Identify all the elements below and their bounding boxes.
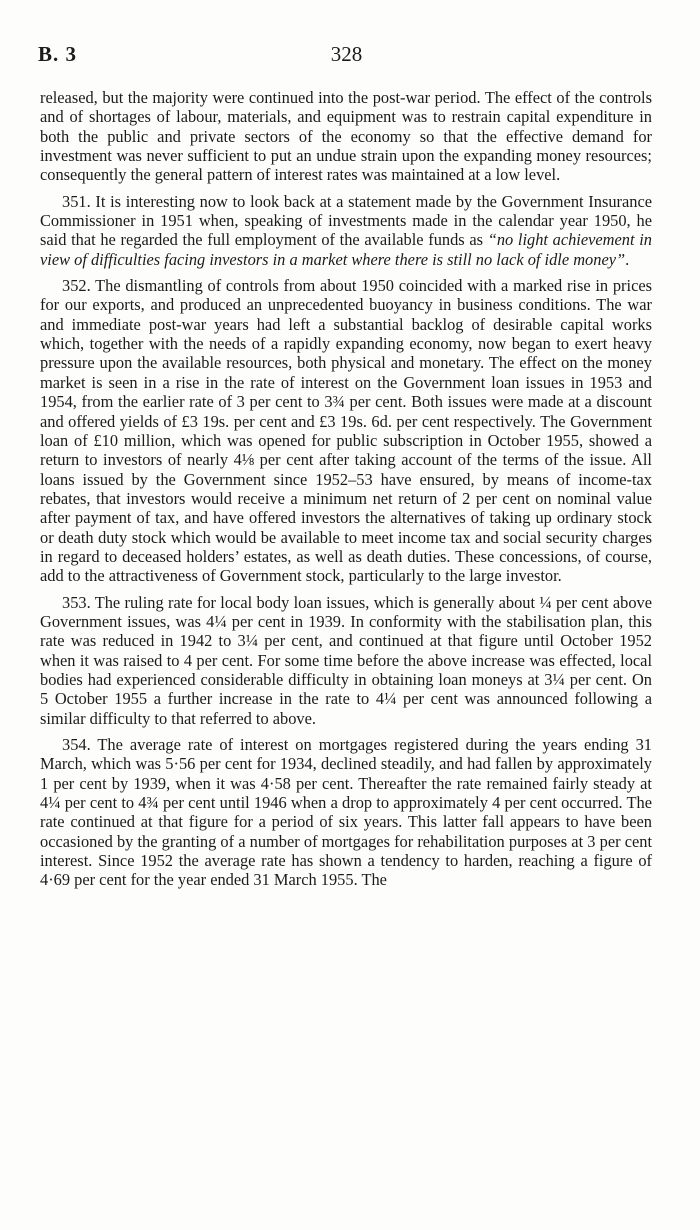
- paragraph-text-end: .: [625, 249, 630, 269]
- paragraph-352: [40, 276, 652, 586]
- paragraph-354: [40, 735, 652, 890]
- paragraph-number: 353.: [62, 592, 91, 612]
- paragraph-number: 354.: [62, 735, 91, 754]
- quotation: “no light achievement in view of difficulties facing investors in a market where there is still no lack of idle money”: [40, 230, 652, 269]
- paragraph-353: [40, 593, 652, 728]
- paragraph-continuation: [40, 88, 652, 185]
- paragraph-number: 351.: [62, 191, 91, 211]
- paragraph-text: The dismantling of controls from about 1950 coincided with a marked rise in prices for our exports, and produced an unprecedented buoyancy in business conditions. The war and immediate post-war years had left a substantial backlog of desirable capital works which, together with the needs of a rapidly expanding economy, now began to exert heavy pressure upon the available resources, both physical and monetary. The effect on the money market is seen in a rise in the rate of interest on the Government loan issues in 1953 and 1954, from the earlier rate of 3 per cent to 3¾ per cent. Both issues were made at a discount and offered yields of £3 19s. per cent and £3 19s. 6d. per cent respectively. The Government loan of £10 million, which was opened for public subscription in October 1955, showed a return to investors of nearly 4⅛ per cent after taking account of the terms of the issue. All loans issued by the Government since 1952–53 have ensured, by means of income-tax rebates, that investors would receive a minimum net return of 2 per cent on nominal value after payment of tax, and have offered investors the alternatives of taking up ordinary stock or death duty stock which would be available to meet income tax and social security charges in regard to deceased holders’ estates, as well as death duties. These concessions, of course, add to the attractiveness of Government stock, particularly to the large investor.: [40, 276, 652, 586]
- paragraph-351: [40, 192, 652, 269]
- paragraph-text: It is interesting now to look back at a statement made by the Government Insurance Commissioner in 1951 when, speaking of investments made in the calendar year 1950, he said that he regarded the full employment of the available funds as: [40, 191, 652, 250]
- body-text: [40, 88, 652, 897]
- document-reference: B. 3: [38, 42, 78, 66]
- paragraph-text: released, but the majority were continued into the post-war period. The effect of the controls and of shortages of labour, materials, and equipment was to restrain capital expenditure in both the public and private sectors of the economy so that the effective demand for investment was never sufficient to put an undue strain upon the expanding money resources; consequently the general pattern of interest rates was maintained at a low level.: [40, 88, 652, 185]
- paragraph-number: 352.: [62, 276, 91, 296]
- page-header: [38, 42, 655, 72]
- paragraph-text: The average rate of interest on mortgages registered during the years ending 31 March, which was 5·56 per cent for 1934, declined steadily, and had fallen by approximately 1 per cent by 1939, when it was 4·58 per cent. Thereafter the rate remained fairly steady at 4¼ per cent to 4¾ per cent until 1946 when a drop to approximately 4 per cent occurred. The rate continued at that figure for a period of six years. This latter fall appears to have been occasioned by the granting of a number of mortgages for rehabilitation purposes at 3 per cent interest. Since 1952 the average rate has shown a tendency to harden, reaching a figure of 4·69 per cent for the year ended 31 March 1955. The: [40, 735, 652, 890]
- paragraph-text: The ruling rate for local body loan issues, which is generally about ¼ per cent above Government issues, was 4¼ per cent in 1939. In conformity with the stabilisation plan, this rate was reduced in 1942 to 3¼ per cent, and continued at that figure until October 1952 when it was raised to 4 per cent. For some time before the above increase was effected, local bodies had experienced considerable difficulty in obtaining loan moneys at 3¼ per cent. On 5 October 1955 a further increase in the rate to 4¼ per cent was announced following a similar difficulty to that referred to above.: [40, 592, 652, 728]
- page-number: 328: [330, 42, 363, 66]
